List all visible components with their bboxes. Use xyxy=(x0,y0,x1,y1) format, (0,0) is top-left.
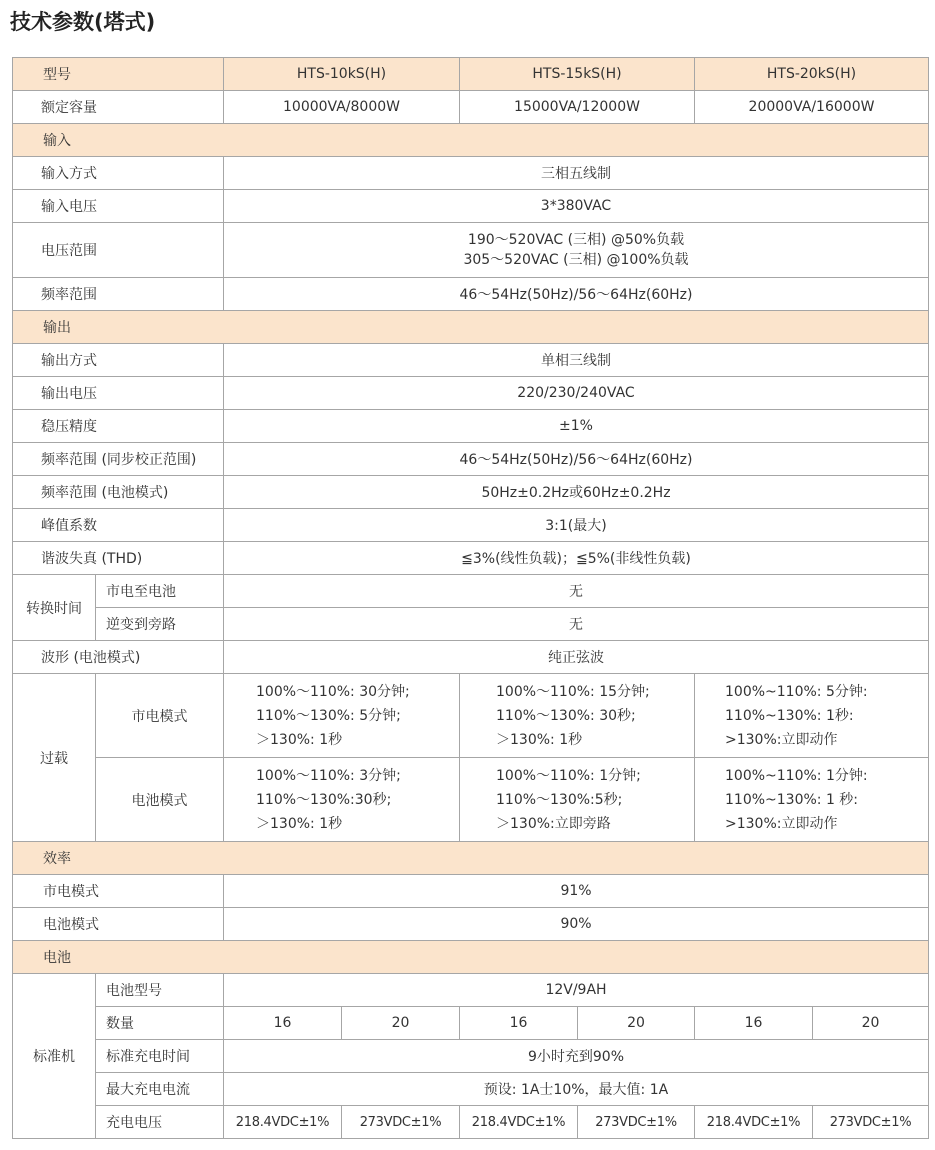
row-label: 频率范围 (电池模式) xyxy=(13,476,224,509)
row-value: 纯正弦波 xyxy=(224,641,929,674)
row-value: 273VDC±1% xyxy=(342,1106,460,1139)
value-line: 110%~130%: 1 秒: xyxy=(725,791,859,808)
row-value: 50Hz±0.2Hz或60Hz±0.2Hz xyxy=(224,476,929,509)
group-label: 转换时间 xyxy=(13,575,96,641)
row-value: 单相三线制 xyxy=(224,344,929,377)
spec-row xyxy=(13,575,929,608)
row-value: 218.4VDC±1% xyxy=(460,1106,578,1139)
row-label: 电池模式 xyxy=(13,908,224,941)
section-row xyxy=(13,842,929,875)
spec-row xyxy=(13,1007,929,1040)
spec-row xyxy=(13,758,929,842)
section-row xyxy=(13,124,929,157)
spec-row xyxy=(13,157,929,190)
section-title: 效率 xyxy=(13,842,929,875)
row-label: 频率范围 (同步校正范围) xyxy=(13,443,224,476)
row-value: 20 xyxy=(342,1007,460,1040)
model-name: HTS-20kS(H) xyxy=(695,58,929,91)
section-title: 输入 xyxy=(13,124,929,157)
spec-row xyxy=(13,223,929,278)
value-line: 305～520VAC (三相) @100%负载 xyxy=(463,252,689,268)
value-line: ＞130%: 1秒 xyxy=(496,731,583,748)
spec-row xyxy=(13,410,929,443)
row-label: 市电模式 xyxy=(13,875,224,908)
row-sublabel: 逆变到旁路 xyxy=(96,608,224,641)
value-line: 100%～110%: 15分钟; xyxy=(496,683,650,700)
row-value: 12V/9AH xyxy=(224,974,929,1007)
row-value: 16 xyxy=(224,1007,342,1040)
row-value: 无 xyxy=(224,608,929,641)
spec-row xyxy=(13,974,929,1007)
value-line: 190～520VAC (三相) @50%负载 xyxy=(467,232,685,248)
row-value xyxy=(224,223,929,278)
value-line: 100%～110%: 30分钟; xyxy=(256,683,410,700)
row-value: 20 xyxy=(813,1007,929,1040)
spec-row xyxy=(13,875,929,908)
model-header-row xyxy=(13,58,929,91)
row-sublabel: 电池模式 xyxy=(96,758,224,842)
model-name: HTS-15kS(H) xyxy=(460,58,695,91)
spec-row xyxy=(13,91,929,124)
row-label: 频率范围 xyxy=(13,278,224,311)
row-label: 稳压精度 xyxy=(13,410,224,443)
row-value: 91% xyxy=(224,875,929,908)
row-value: 3:1(最大) xyxy=(224,509,929,542)
value-line: 110%～130%: 5分钟; xyxy=(256,707,401,724)
row-sublabel: 电池型号 xyxy=(96,974,224,1007)
spec-row xyxy=(13,908,929,941)
row-value: 273VDC±1% xyxy=(578,1106,695,1139)
row-label: 输出电压 xyxy=(13,377,224,410)
value-line: 110%～130%:5秒; xyxy=(496,791,623,808)
value-line: ＞130%:立即旁路 xyxy=(496,815,611,832)
overload-cell xyxy=(224,758,460,842)
row-value: 220/230/240VAC xyxy=(224,377,929,410)
row-value: 3*380VAC xyxy=(224,190,929,223)
row-value: 16 xyxy=(695,1007,813,1040)
row-label: 波形 (电池模式) xyxy=(13,641,224,674)
value-line: 100%～110%: 1分钟; xyxy=(496,767,641,784)
section-row xyxy=(13,941,929,974)
spec-row xyxy=(13,542,929,575)
spec-row xyxy=(13,1106,929,1139)
section-title: 电池 xyxy=(13,941,929,974)
spec-row xyxy=(13,443,929,476)
row-sublabel: 市电至电池 xyxy=(96,575,224,608)
value-line: 110%～130%: 30秒; xyxy=(496,707,636,724)
group-label: 标准机 xyxy=(13,974,96,1139)
row-value: 218.4VDC±1% xyxy=(224,1106,342,1139)
row-sublabel: 数量 xyxy=(96,1007,224,1040)
spec-row xyxy=(13,190,929,223)
row-label: 额定容量 xyxy=(13,91,224,124)
row-value: 218.4VDC±1% xyxy=(695,1106,813,1139)
row-value: 16 xyxy=(460,1007,578,1040)
value-line: ＞130%: 1秒 xyxy=(256,731,343,748)
row-value: 三相五线制 xyxy=(224,157,929,190)
model-name: HTS-10kS(H) xyxy=(224,58,460,91)
section-row xyxy=(13,311,929,344)
row-label: 输入方式 xyxy=(13,157,224,190)
row-value: 10000VA/8000W xyxy=(224,91,460,124)
value-line: 110%～130%:30秒; xyxy=(256,791,392,808)
value-line: 100%～110%: 3分钟; xyxy=(256,767,401,784)
row-value: 预设: 1A士10%，最大值: 1A xyxy=(224,1073,929,1106)
row-label: 输出方式 xyxy=(13,344,224,377)
page-title: 技术参数(塔式) xyxy=(10,10,156,34)
row-label: 峰值系数 xyxy=(13,509,224,542)
value-line: ＞130%: 1秒 xyxy=(256,815,343,832)
row-value: ±1% xyxy=(224,410,929,443)
row-sublabel: 最大充电电流 xyxy=(96,1073,224,1106)
row-sublabel: 充电电压 xyxy=(96,1106,224,1139)
group-label: 过载 xyxy=(13,674,96,842)
spec-row xyxy=(13,641,929,674)
spec-row xyxy=(13,509,929,542)
value-line: 100%~110%: 1分钟: xyxy=(725,767,868,784)
value-line: 100%~110%: 5分钟: xyxy=(725,683,868,700)
value-line: >130%:立即动作 xyxy=(725,731,838,748)
row-label: 电压范围 xyxy=(13,223,224,278)
row-value: 90% xyxy=(224,908,929,941)
overload-cell xyxy=(460,758,695,842)
row-value: 46～54Hz(50Hz)/56～64Hz(60Hz) xyxy=(224,443,929,476)
spec-table xyxy=(12,57,929,1139)
row-value: 20000VA/16000W xyxy=(695,91,929,124)
row-sublabel: 市电模式 xyxy=(96,674,224,758)
spec-row xyxy=(13,344,929,377)
spec-row xyxy=(13,674,929,758)
row-label: 输入电压 xyxy=(13,190,224,223)
model-label: 型号 xyxy=(13,58,224,91)
section-title: 输出 xyxy=(13,311,929,344)
value-line: 110%~130%: 1秒: xyxy=(725,707,854,724)
spec-row xyxy=(13,608,929,641)
overload-cell xyxy=(460,674,695,758)
row-value: 273VDC±1% xyxy=(813,1106,929,1139)
row-label: 谐波失真 (THD) xyxy=(13,542,224,575)
spec-row xyxy=(13,476,929,509)
overload-cell xyxy=(224,674,460,758)
spec-row xyxy=(13,278,929,311)
overload-cell xyxy=(695,674,929,758)
row-value: 9小时充到90% xyxy=(224,1040,929,1073)
row-value: 无 xyxy=(224,575,929,608)
spec-row xyxy=(13,377,929,410)
row-value: ≦3%(线性负载)；≦5%(非线性负载) xyxy=(224,542,929,575)
row-value: 15000VA/12000W xyxy=(460,91,695,124)
row-value: 20 xyxy=(578,1007,695,1040)
spec-row xyxy=(13,1073,929,1106)
value-line: >130%:立即动作 xyxy=(725,815,838,832)
row-value: 46～54Hz(50Hz)/56～64Hz(60Hz) xyxy=(224,278,929,311)
overload-cell xyxy=(695,758,929,842)
spec-row xyxy=(13,1040,929,1073)
row-sublabel: 标准充电时间 xyxy=(96,1040,224,1073)
